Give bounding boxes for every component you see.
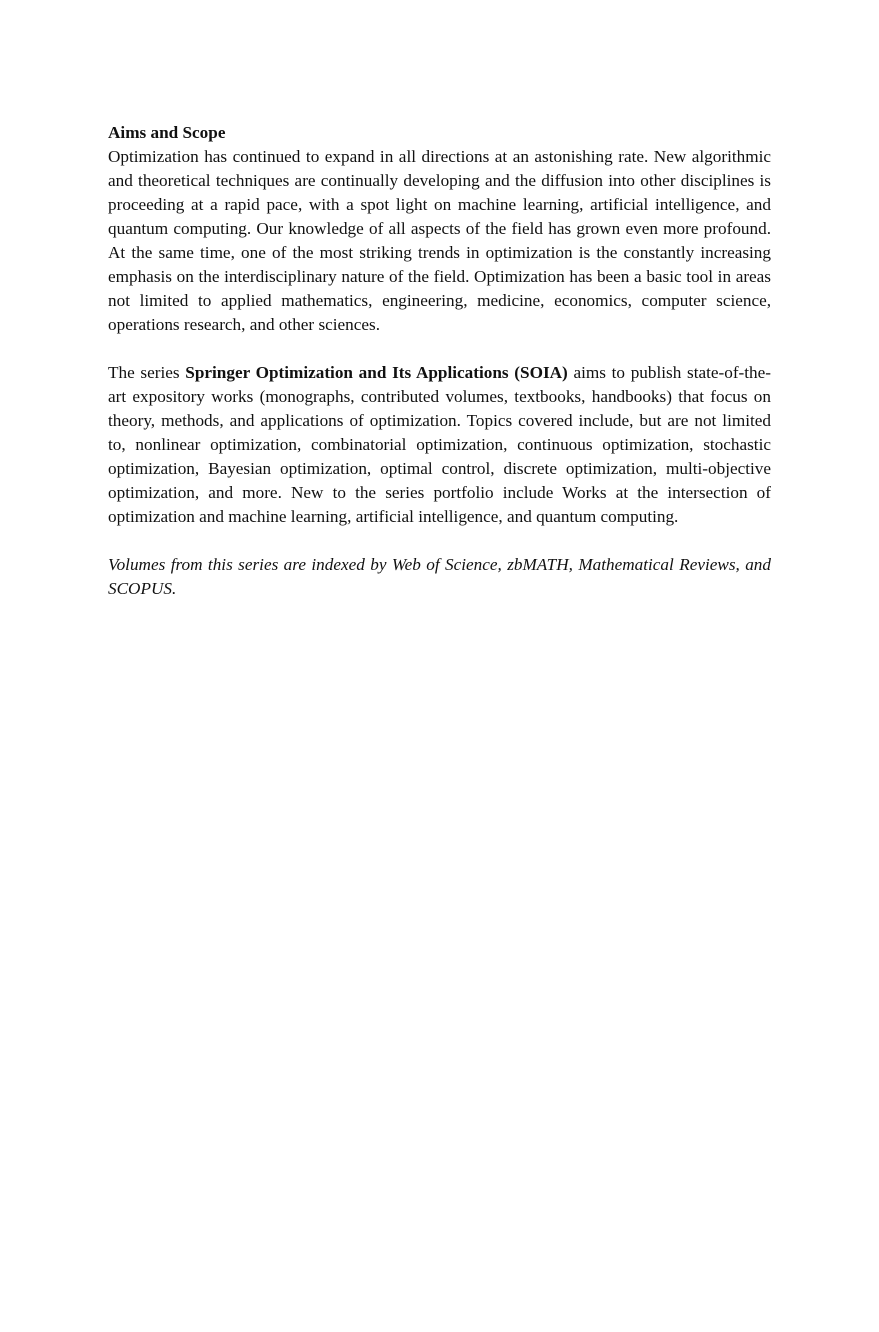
indexing-note: Volumes from this series are indexed by Web of Science, zbMATH, Mathematical Reviews, and SCOPUS. [108, 555, 771, 598]
series-paragraph [108, 361, 771, 529]
intro-paragraph: Optimization has continued to expand in all directions at an astonishing rate. New algorithmic and theoretical techniques are continually developing and the diffusion into other disciplines is proceeding at a rapid pace, with a spot light on machine learning, artificial intelligence, and quantum computing. Our knowledge of all aspects of the field has grown even more profound. At the same time, one of the most striking trends in optimization is the constantly increasing emphasis on the interdisciplinary nature of the field. Optimization has been a basic tool in areas not limited to applied mathematics, engineering, medicine, economics, computer science, operations research, and other sciences. [108, 147, 771, 334]
series-lead-text: The series [108, 363, 186, 382]
series-name: Springer Optimization and Its Applications (SOIA) [185, 363, 568, 382]
series-description-text: aims to publish state-of-the-art expository works (monographs, contributed volumes, textbooks, handbooks) that focus on theory, methods, and applications of optimization. Topics covered include, but are not limited to, nonlinear optimization, combinatorial optimization, continuous optimization, stochastic optimization, Bayesian optimization, optimal control, discrete optimization, multi-objective optimization, and more. New to the series portfolio include Works at the intersection of optimization and machine learning, artificial intelligence, and quantum computing. [108, 363, 771, 526]
section-heading: Aims and Scope [108, 123, 226, 142]
aims-and-scope-section [108, 121, 771, 601]
